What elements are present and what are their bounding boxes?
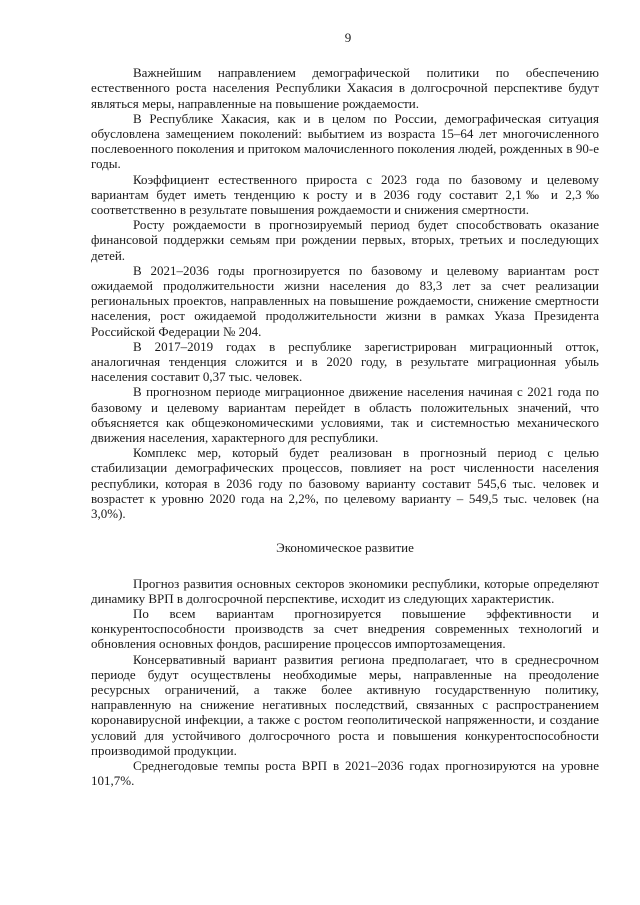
paragraph: По всем вариантам прогнозируется повышение эффективности и конкурентоспособности производств за счет внедрения современных технологий и обновления основных фондов, расширение процессов импортозамещения. xyxy=(91,605,599,652)
page-number: 9 xyxy=(344,30,352,45)
paragraph: Комплекс мер, который будет реализован в прогнозный период с целью стабилизации демографических процессов, повлияет на рост численности населения республики, которая в 2036 году по базовому варианту составит 545,6 тыс. человек и возрастет к уровню 2020 года на 2,2%, по целевому варианту – 549,5 тыс. человек (на 3,0%). xyxy=(91,445,599,522)
section-heading-economy: Экономическое развитие xyxy=(276,540,414,556)
section-demography xyxy=(91,65,599,521)
paragraph: Среднегодовые темпы роста ВРП в 2021–2036 годах прогнозируются на уровне 101,7%. xyxy=(91,757,599,789)
paragraph: Прогноз развития основных секторов экономики республики, которые определяют динамику ВРП в долгосрочной перспективе, исходит из следующих характеристик. xyxy=(91,575,599,606)
section-economy xyxy=(91,576,599,789)
paragraph: Коэффициент естественного прироста с 2023 года по базовому и целевому вариантам будет иметь тенденцию к росту и в 2036 году составит 2,1‰ и 2,3‰ соответственно в результате повышения рождаемости и снижения смертности. xyxy=(91,171,599,218)
paragraph: Росту рождаемости в прогнозируемый период будет способствовать оказание финансовой поддержки семьям при рождении первых, вторых, третьих и последующих детей. xyxy=(91,217,599,263)
paragraph: В 2021–2036 годы прогнозируется по базовому и целевому вариантам рост ожидаемой продолжительности жизни населения до 83,3 лет за счет реализации региональных проектов, направленных на повышение рождаемости, снижение смертности населения, рост ожидаемой продолжительности жизни в рамках Указа Президента Российской Федерации № 204. xyxy=(91,262,599,339)
paragraph: Важнейшим направлением демографической политики по обеспечению естественного роста населения Республики Хакасия в долгосрочной перспективе будут являться меры, направленные на повышение рождаемости. xyxy=(91,65,599,111)
paragraph: Консервативный вариант развития региона предполагает, что в среднесрочном периоде будут осуществлены необходимые меры, направленные на преодоление ресурсных ограничений, а также более активную государственную политику, направленную на снижение негативных последствий, связанных с распространением коронавирусной инфекции, а также с ростом геополитической напряженности, и создание условий для устойчивого долгосрочного роста и повышения конкурентоспособности производимой продукции. xyxy=(91,651,599,758)
paragraph: В 2017–2019 годах в республике зарегистрирован миграционный отток, аналогичная тенденция сложится и в 2020 году, в результате миграционная убыль населения составит 0,37 тыс. человек. xyxy=(91,338,599,385)
paragraph: В Республике Хакасия, как и в целом по России, демографическая ситуация обусловлена замещением поколений: выбытием из возраста 15–64 лет многочисленного послевоенного поколения и притоком малочисленного поколения людей, рожденных в 90-е годы. xyxy=(91,110,599,172)
paragraph: В прогнозном периоде миграционное движение населения начиная с 2021 года по базовому и целевому вариантам перейдет в область положительных значений, что объясняется как общеэкономическими условиями, так и системностью механического движения населения, характерного для республики. xyxy=(91,384,599,446)
